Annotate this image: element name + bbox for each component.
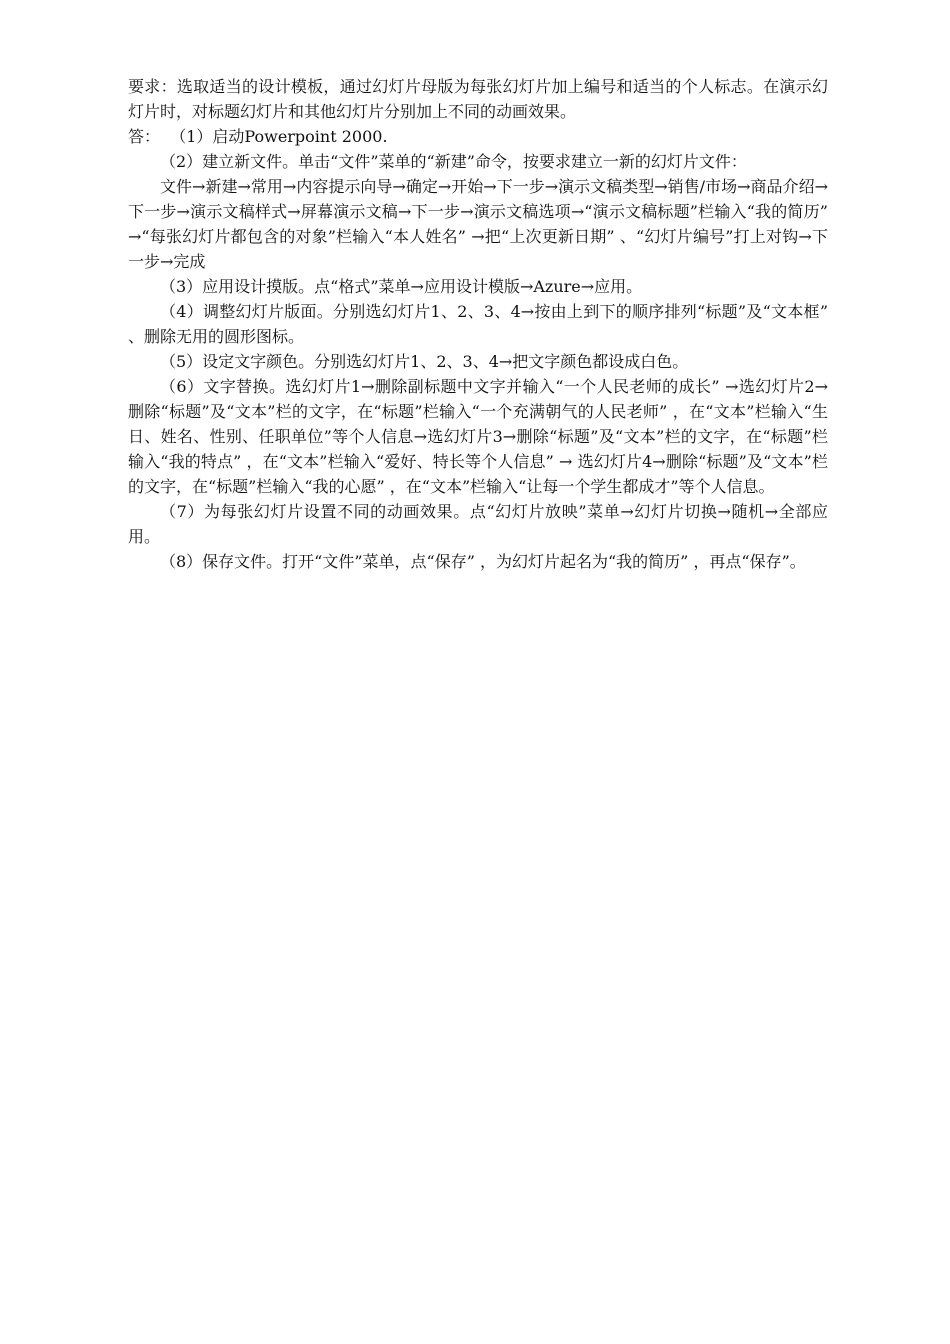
step-1-text: （1）启动Powerpoint 2000. [170, 127, 388, 146]
answer-step-8: （8）保存文件。打开“文件”菜单，点“保存” ，为幻灯片起名为“我的简历” ，再点“保存”。 [160, 552, 806, 571]
answer-label: 答： [128, 127, 161, 146]
answer-step-3: （3）应用设计摸版。点“格式”菜单→应用设计模版→Azure→应用。 [160, 277, 643, 296]
answer-step-7: （7）为每张幻灯片设置不同的动画效果。点“幻灯片放映”菜单→幻灯片切换→随机→全部应用。 [128, 502, 828, 546]
answer-step-6: （6）文字替换。选幻灯片1→删除副标题中文字并输入“一个人民老师的成长” →选幻灯片2→删除“标题”及“文本”栏的文字，在“标题”栏输入“一个充满朝气的人民老师” ，在“文本”栏输入“生日、姓名、性别、任职单位”等个人信息→选幻灯片3→删除“标题”及“文本”栏的文字，在“标题”栏输入“我的特点” ，在“文本”栏输入“爱好、特长等个人信息” → 选幻灯片4→删除“标题”及“文本”栏的文字，在“标题”栏输入“我的心愿” ，在“文本”栏输入“让每一个学生都成才”等个人信息。 [128, 377, 828, 496]
answer-step-2: （2）建立新文件。单击“文件”菜单的“新建”命令，按要求建立一新的幻灯片文件： [160, 152, 747, 171]
answer-step-1 [128, 124, 828, 149]
answer-step-5: （5）设定文字颜色。分别选幻灯片1、2、3、4→把文字颜色都设成白色。 [160, 352, 689, 371]
requirement-paragraph: 要求：选取适当的设计模板，通过幻灯片母版为每张幻灯片加上编号和适当的个人标志。在演示幻灯片时，对标题幻灯片和其他幻灯片分别加上不同的动画效果。 [128, 77, 828, 121]
answer-step-4: （4）调整幻灯片版面。分别选幻灯片1、2、3、4→按由上到下的顺序排列“标题”及“文本框” 、删除无用的圆形图标。 [128, 302, 828, 346]
document-page [128, 74, 828, 574]
answer-step-2-detail: 文件→新建→常用→内容提示向导→确定→开始→下一步→演示文稿类型→销售/市场→商品介绍→下一步→演示文稿样式→屏幕演示文稿→下一步→演示文稿选项→“演示文稿标题”栏输入“我的简历” →“每张幻灯片都包含的对象”栏输入“本人姓名” →把“上次更新日期” 、“幻灯片编号”打上对钩→下一步→完成 [128, 177, 828, 271]
